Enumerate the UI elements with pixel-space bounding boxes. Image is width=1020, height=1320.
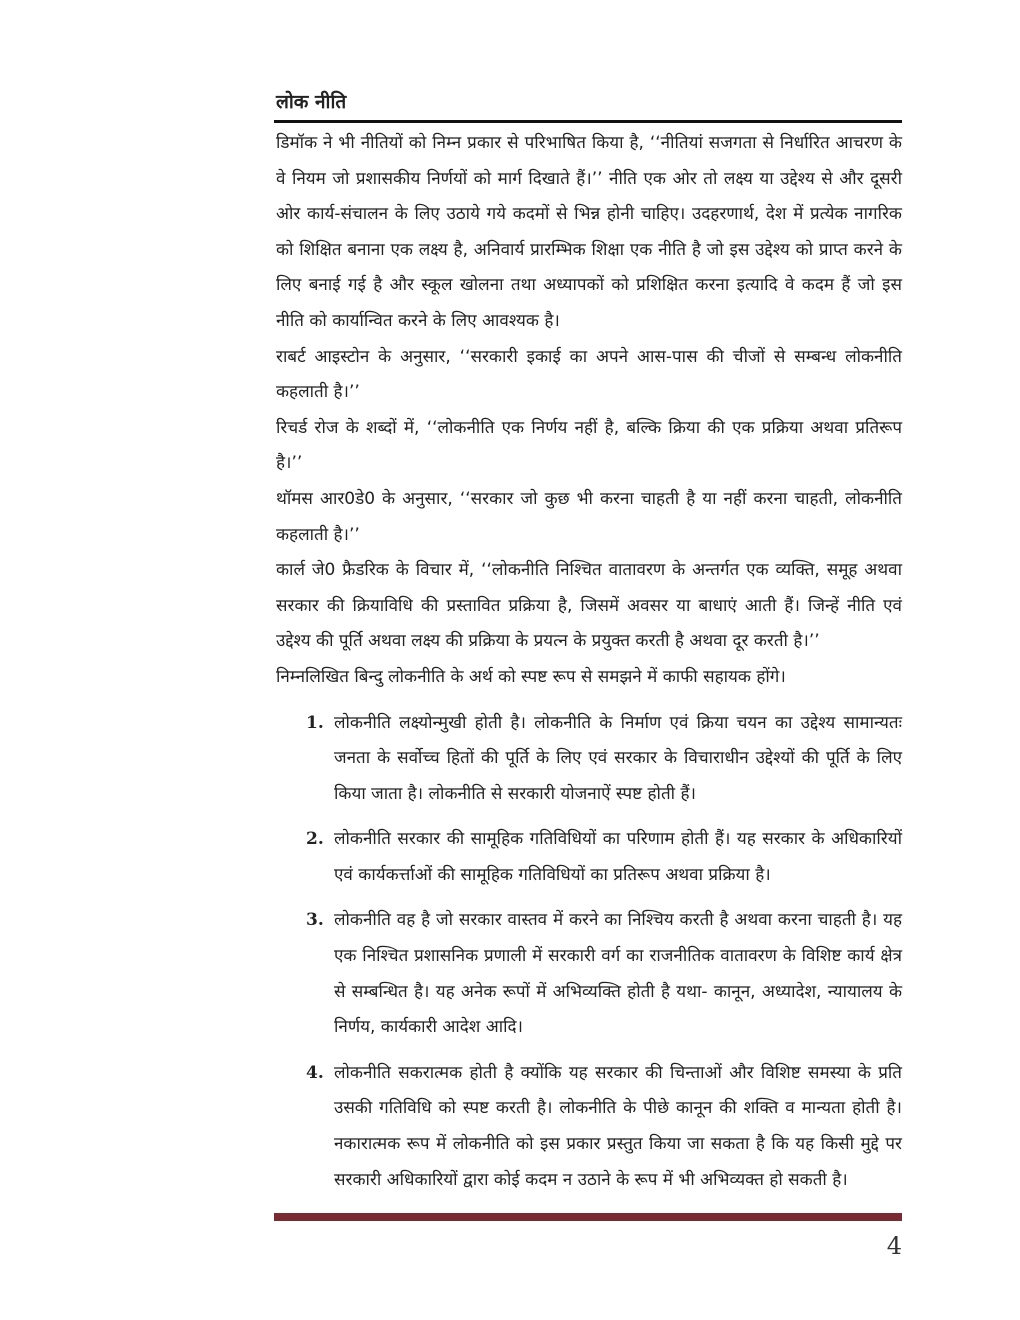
list-item — [276, 822, 902, 893]
paragraph-dimock: डिमॉक ने भी नीतियों को निम्न प्रकार से परिभाषित किया है, ‘‘नीतियां सजगता से निर्धारित आचरण के वे नियम जो प्रशासकीय निर्णयों को मार्ग दिखाते हैं।’’ नीति एक ओर तो लक्ष्य या उद्देश्य से और दूसरी ओर कार्य-संचालन के लिए उठाये गये कदमों से भिन्न होनी चाहिए। उदहरणार्थ, देश में प्रत्येक नागरिक को शिक्षित बनाना एक लक्ष्य है, अनिवार्य प्रारम्भिक शिक्षा एक नीति है जो इस उद्देश्य को प्राप्त करने के लिए बनाई गई है और स्कूल खोलना तथा अध्यापकों को प्रशिक्षित करना इत्यादि वे कदम हैं जो इस नीति को कार्यान्वित करने के लिए आवश्यक है। — [276, 133, 902, 331]
list-item — [276, 1056, 902, 1198]
paragraph-carl-friedrich: कार्ल जे0 फ्रैडरिक के विचार में, ‘‘लोकनीति निश्चित वातावरण के अन्तर्गत एक व्यक्ति, समूह अथवा सरकार की क्रियाविधि की प्रस्तावित प्रक्रिया है, जिसमें अवसर या बाधाएं आती हैं। जिन्हें नीति एवं उद्देश्य की पूर्ति अथवा लक्ष्य की प्रक्रिया के प्रयत्न के प्रयुक्त करती है अथवा दूर करती है।’’ — [276, 560, 902, 652]
document-body — [276, 126, 902, 1198]
header-divider — [274, 120, 902, 123]
list-item-number: 2. — [306, 829, 324, 850]
footer-divider — [274, 1213, 902, 1221]
page-title: लोक नीति — [276, 91, 347, 113]
paragraph-points-intro: निम्नलिखित बिन्दु लोकनीति के अर्थ को स्पष्ट रूप से समझने में काफी सहायक होंगे। — [276, 666, 786, 687]
list-item — [276, 903, 902, 1045]
list-item-text: लोकनीति सरकार की सामूहिक गतिविधियों का परिणाम होती हैं। यह सरकार के अधिकारियों एवं कार्यकर्त्ताओं की सामूहिक गतिविधियों का प्रतिरूप अथवा प्रक्रिया है। — [334, 829, 902, 885]
paragraph-richard-rose: रिचर्ड रोज के शब्दों में, ‘‘लोकनीति एक निर्णय नहीं है, बल्कि क्रिया की एक प्रक्रिया अथवा प्रतिरूप है।’’ — [276, 417, 902, 474]
list-item-number: 1. — [306, 712, 324, 733]
list-item-number: 3. — [306, 910, 324, 931]
list-item-number: 4. — [306, 1062, 324, 1083]
page-number: 4 — [886, 1232, 902, 1260]
paragraph-thomas-dye: थॉमस आर0डे0 के अनुसार, ‘‘सरकार जो कुछ भी करना चाहती है या नहीं करना चाहती, लोकनीति कहलाती है।’’ — [276, 488, 902, 545]
list-item — [276, 706, 902, 813]
paragraph-robert-aiston: राबर्ट आइस्टोन के अनुसार, ‘‘सरकारी इकाई का अपने आस-पास की चीजों से सम्बन्ध लोकनीति कहलाती है।’’ — [276, 346, 902, 403]
list-item-text: लोकनीति वह है जो सरकार वास्तव में करने का निश्चिय करती है अथवा करना चाहती है। यह एक निश्चित प्रशासनिक प्रणाली में सरकारी वर्ग का राजनीतिक वातावरण के विशिष्ट कार्य क्षेत्र से सम्बन्धित है। यह अनेक रूपों में अभिव्यक्ति होती है यथा- कानून, अध्यादेश, न्यायालय के निर्णय, कार्यकारी आदेश आदि। — [334, 910, 902, 1038]
list-item-text: लोकनीति सकरात्मक होती है क्योंकि यह सरकार की चिन्ताओं और विशिष्ट समस्या के प्रति उसकी गतिविधि को स्पष्ट करती है। लोकनीति के पीछे कानून की शक्ति व मान्यता होती है। नकारात्मक रूप में लोकनीति को इस प्रकार प्रस्तुत किया जा सकता है कि यह किसी मुद्दे पर सरकारी अधिकारियों द्वारा कोई कदम न उठाने के रूप में भी अभिव्यक्त हो सकती है। — [334, 1062, 902, 1190]
list-item-text: लोकनीति लक्ष्योन्मुखी होती है। लोकनीति के निर्माण एवं क्रिया चयन का उद्देश्य सामान्यतः जनता के सर्वोच्च हितों की पूर्ति के लिए एवं सरकार के विचाराधीन उद्देश्यों की पूर्ति के लिए किया जाता है। लोकनीति से सरकारी योजनाऐं स्पष्ट होती हैं। — [334, 712, 902, 804]
points-list — [276, 706, 902, 1199]
